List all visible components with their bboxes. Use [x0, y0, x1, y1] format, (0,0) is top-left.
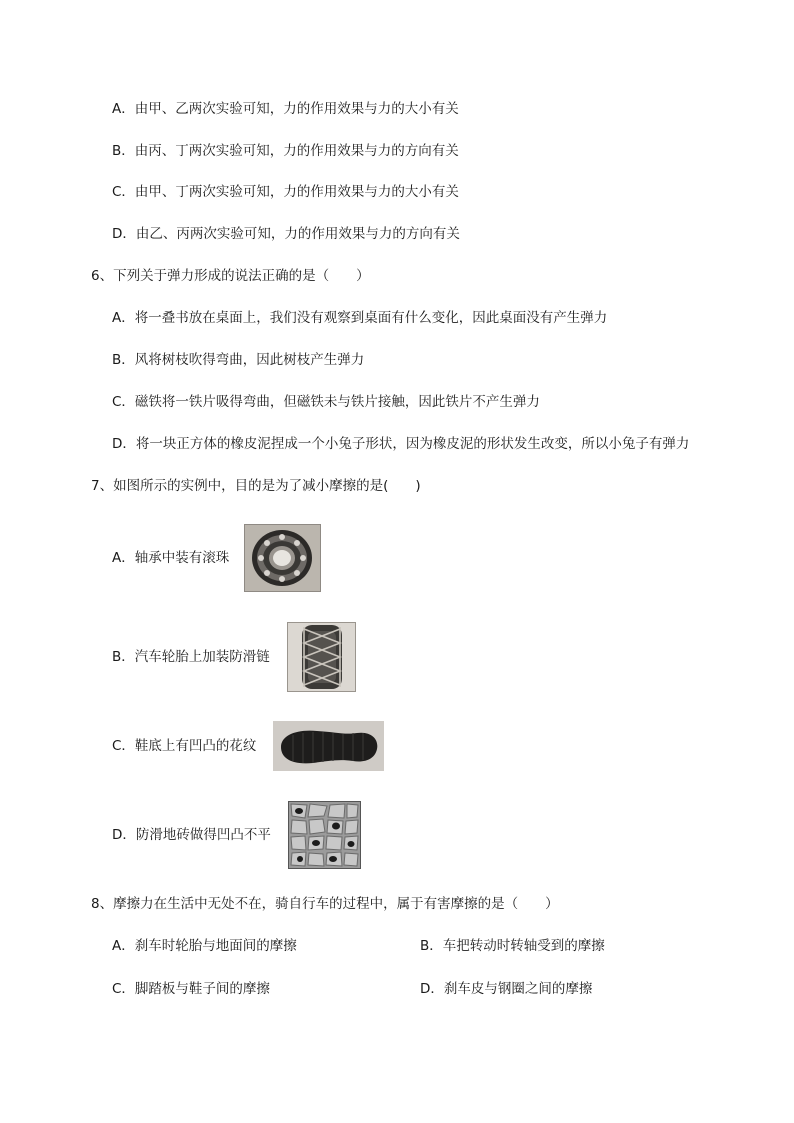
q6-option-b: B．风将树枝吹得弯曲，因此树枝产生弹力	[112, 352, 365, 368]
q7-question: 7、如图所示的实例中，目的是为了减小摩擦的是( )	[91, 478, 421, 494]
q8-question: 8、摩擦力在生活中无处不在，骑自行车的过程中，属于有害摩擦的是（ ）	[91, 896, 559, 912]
q7-option-b: B．汽车轮胎上加装防滑链	[112, 649, 270, 665]
q8-option-a: A．刹车时轮胎与地面间的摩擦	[112, 938, 297, 954]
q5-option-d: D．由乙、丙两次实验可知，力的作用效果与力的方向有关	[112, 226, 460, 242]
q8-option-c: C．脚踏板与鞋子间的摩擦	[112, 981, 270, 997]
q7-option-a: A．轴承中装有滚珠	[112, 550, 230, 566]
q7-option-d: D．防滑地砖做得凹凸不平	[112, 827, 271, 843]
q8-option-b: B．车把转动时转轴受到的摩擦	[420, 938, 605, 954]
q8-option-d: D．刹车皮与钢圈之间的摩擦	[420, 981, 593, 997]
bearing-image	[244, 524, 321, 592]
q6-option-a: A．将一叠书放在桌面上，我们没有观察到桌面有什么变化，因此桌面没有产生弹力	[112, 310, 608, 326]
tire-chain-image	[287, 622, 356, 692]
q5-option-c: C．由甲、丁两次实验可知，力的作用效果与力的大小有关	[112, 184, 459, 200]
q6-option-c: C．磁铁将一铁片吸得弯曲，但磁铁未与铁片接触，因此铁片不产生弹力	[112, 394, 540, 410]
q5-option-b: B．由丙、丁两次实验可知，力的作用效果与力的方向有关	[112, 143, 459, 159]
q5-option-a: A．由甲、乙两次实验可知，力的作用效果与力的大小有关	[112, 101, 459, 117]
q7-option-c: C．鞋底上有凹凸的花纹	[112, 738, 257, 754]
q6-question: 6、下列关于弹力形成的说法正确的是（ ）	[91, 268, 370, 284]
shoe-sole-image	[273, 721, 384, 771]
q6-option-d: D．将一块正方体的橡皮泥捏成一个小兔子形状，因为橡皮泥的形状发生改变，所以小兔子有弹力	[112, 436, 690, 452]
floor-tile-image	[288, 801, 361, 869]
